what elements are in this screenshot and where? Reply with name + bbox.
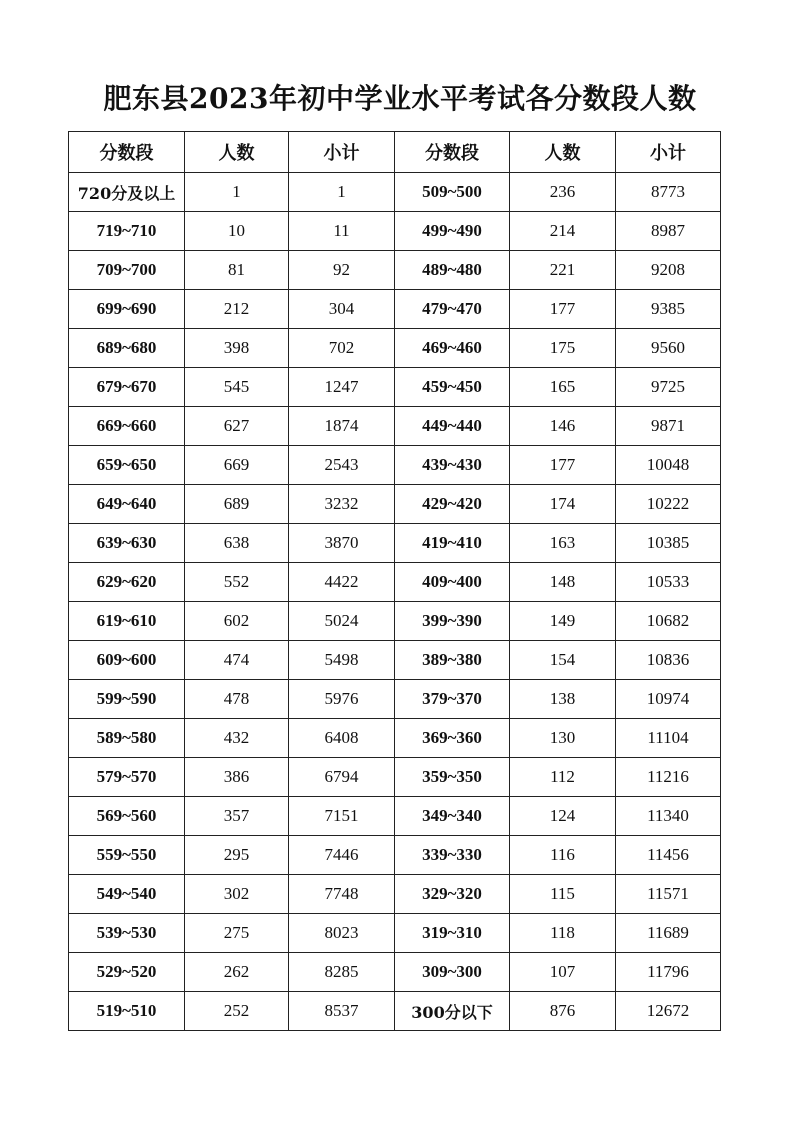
header-count: 人数 bbox=[510, 132, 616, 173]
count-cell: 124 bbox=[510, 797, 616, 836]
count-cell: 221 bbox=[510, 251, 616, 290]
header-count: 人数 bbox=[185, 132, 289, 173]
table-row bbox=[69, 329, 721, 368]
table-row bbox=[69, 290, 721, 329]
subtotal-cell: 3870 bbox=[289, 524, 395, 563]
subtotal-cell: 8537 bbox=[289, 992, 395, 1031]
score-range-cell: 399~390 bbox=[395, 602, 510, 641]
score-range-cell: 449~440 bbox=[395, 407, 510, 446]
subtotal-cell: 7446 bbox=[289, 836, 395, 875]
count-cell: 627 bbox=[185, 407, 289, 446]
score-range-cell: 469~460 bbox=[395, 329, 510, 368]
table-row bbox=[69, 992, 721, 1031]
count-cell: 163 bbox=[510, 524, 616, 563]
table-row bbox=[69, 173, 721, 212]
score-range-cell: 629~620 bbox=[69, 563, 185, 602]
subtotal-cell: 8285 bbox=[289, 953, 395, 992]
score-range-cell: 409~400 bbox=[395, 563, 510, 602]
score-range-cell: 539~530 bbox=[69, 914, 185, 953]
count-cell: 174 bbox=[510, 485, 616, 524]
header-subtotal: 小计 bbox=[616, 132, 721, 173]
score-range-cell: 669~660 bbox=[69, 407, 185, 446]
score-range-cell: 609~600 bbox=[69, 641, 185, 680]
score-range-cell: 319~310 bbox=[395, 914, 510, 953]
subtotal-cell: 10974 bbox=[616, 680, 721, 719]
subtotal-cell: 11796 bbox=[616, 953, 721, 992]
score-range-cell: 300分以下 bbox=[395, 992, 510, 1031]
score-range-cell: 639~630 bbox=[69, 524, 185, 563]
score-range-cell: 489~480 bbox=[395, 251, 510, 290]
page-title: 肥东县2023年初中学业水平考试各分数段人数 bbox=[103, 82, 697, 115]
subtotal-cell: 5976 bbox=[289, 680, 395, 719]
score-range-cell: 719~710 bbox=[69, 212, 185, 251]
count-cell: 148 bbox=[510, 563, 616, 602]
score-range-cell: 339~330 bbox=[395, 836, 510, 875]
subtotal-cell: 6408 bbox=[289, 719, 395, 758]
count-cell: 262 bbox=[185, 953, 289, 992]
score-range-cell: 309~300 bbox=[395, 953, 510, 992]
subtotal-cell: 10048 bbox=[616, 446, 721, 485]
count-cell: 478 bbox=[185, 680, 289, 719]
table-row bbox=[69, 758, 721, 797]
table-row bbox=[69, 953, 721, 992]
count-cell: 474 bbox=[185, 641, 289, 680]
header-score-range: 分数段 bbox=[69, 132, 185, 173]
score-range-cell: 329~320 bbox=[395, 875, 510, 914]
score-range-cell: 509~500 bbox=[395, 173, 510, 212]
score-range-cell: 519~510 bbox=[69, 992, 185, 1031]
count-cell: 1 bbox=[185, 173, 289, 212]
table-row bbox=[69, 446, 721, 485]
score-range-cell: 529~520 bbox=[69, 953, 185, 992]
subtotal-cell: 7748 bbox=[289, 875, 395, 914]
table-row bbox=[69, 602, 721, 641]
count-cell: 107 bbox=[510, 953, 616, 992]
subtotal-cell: 12672 bbox=[616, 992, 721, 1031]
count-cell: 302 bbox=[185, 875, 289, 914]
table-row bbox=[69, 641, 721, 680]
count-cell: 214 bbox=[510, 212, 616, 251]
subtotal-cell: 8773 bbox=[616, 173, 721, 212]
subtotal-cell: 10385 bbox=[616, 524, 721, 563]
table-row bbox=[69, 680, 721, 719]
score-range-cell: 659~650 bbox=[69, 446, 185, 485]
table-row bbox=[69, 875, 721, 914]
subtotal-cell: 1247 bbox=[289, 368, 395, 407]
score-range-cell: 679~670 bbox=[69, 368, 185, 407]
count-cell: 146 bbox=[510, 407, 616, 446]
table-row bbox=[69, 836, 721, 875]
score-range-cell: 589~580 bbox=[69, 719, 185, 758]
subtotal-cell: 1 bbox=[289, 173, 395, 212]
table-row bbox=[69, 797, 721, 836]
count-cell: 212 bbox=[185, 290, 289, 329]
count-cell: 236 bbox=[510, 173, 616, 212]
count-cell: 81 bbox=[185, 251, 289, 290]
subtotal-cell: 702 bbox=[289, 329, 395, 368]
table-row bbox=[69, 719, 721, 758]
subtotal-cell: 4422 bbox=[289, 563, 395, 602]
subtotal-cell: 3232 bbox=[289, 485, 395, 524]
score-range-cell: 419~410 bbox=[395, 524, 510, 563]
subtotal-cell: 11571 bbox=[616, 875, 721, 914]
count-cell: 116 bbox=[510, 836, 616, 875]
count-cell: 275 bbox=[185, 914, 289, 953]
score-range-cell: 559~550 bbox=[69, 836, 185, 875]
count-cell: 398 bbox=[185, 329, 289, 368]
subtotal-cell: 10836 bbox=[616, 641, 721, 680]
subtotal-cell: 10222 bbox=[616, 485, 721, 524]
table-row bbox=[69, 524, 721, 563]
subtotal-cell: 9871 bbox=[616, 407, 721, 446]
subtotal-cell: 11689 bbox=[616, 914, 721, 953]
count-cell: 10 bbox=[185, 212, 289, 251]
score-range-cell: 499~490 bbox=[395, 212, 510, 251]
score-range-cell: 459~450 bbox=[395, 368, 510, 407]
count-cell: 386 bbox=[185, 758, 289, 797]
count-cell: 165 bbox=[510, 368, 616, 407]
table-row bbox=[69, 914, 721, 953]
score-range-cell: 569~560 bbox=[69, 797, 185, 836]
score-range-cell: 720分及以上 bbox=[69, 173, 185, 212]
count-cell: 669 bbox=[185, 446, 289, 485]
subtotal-cell: 8023 bbox=[289, 914, 395, 953]
count-cell: 149 bbox=[510, 602, 616, 641]
score-range-cell: 549~540 bbox=[69, 875, 185, 914]
count-cell: 252 bbox=[185, 992, 289, 1031]
count-cell: 357 bbox=[185, 797, 289, 836]
subtotal-cell: 304 bbox=[289, 290, 395, 329]
score-range-cell: 369~360 bbox=[395, 719, 510, 758]
count-cell: 602 bbox=[185, 602, 289, 641]
subtotal-cell: 92 bbox=[289, 251, 395, 290]
count-cell: 177 bbox=[510, 446, 616, 485]
score-range-cell: 599~590 bbox=[69, 680, 185, 719]
score-range-cell: 649~640 bbox=[69, 485, 185, 524]
count-cell: 115 bbox=[510, 875, 616, 914]
subtotal-cell: 9385 bbox=[616, 290, 721, 329]
subtotal-cell: 2543 bbox=[289, 446, 395, 485]
subtotal-cell: 5024 bbox=[289, 602, 395, 641]
count-cell: 177 bbox=[510, 290, 616, 329]
subtotal-cell: 8987 bbox=[616, 212, 721, 251]
count-cell: 112 bbox=[510, 758, 616, 797]
count-cell: 432 bbox=[185, 719, 289, 758]
count-cell: 689 bbox=[185, 485, 289, 524]
subtotal-cell: 7151 bbox=[289, 797, 395, 836]
table-row bbox=[69, 212, 721, 251]
table-row bbox=[69, 368, 721, 407]
subtotal-cell: 11340 bbox=[616, 797, 721, 836]
score-range-cell: 429~420 bbox=[395, 485, 510, 524]
score-range-cell: 359~350 bbox=[395, 758, 510, 797]
subtotal-cell: 10533 bbox=[616, 563, 721, 602]
subtotal-cell: 5498 bbox=[289, 641, 395, 680]
score-range-cell: 709~700 bbox=[69, 251, 185, 290]
count-cell: 295 bbox=[185, 836, 289, 875]
subtotal-cell: 6794 bbox=[289, 758, 395, 797]
subtotal-cell: 11216 bbox=[616, 758, 721, 797]
count-cell: 154 bbox=[510, 641, 616, 680]
score-range-cell: 619~610 bbox=[69, 602, 185, 641]
count-cell: 138 bbox=[510, 680, 616, 719]
table-row bbox=[69, 485, 721, 524]
subtotal-cell: 10682 bbox=[616, 602, 721, 641]
score-range-cell: 579~570 bbox=[69, 758, 185, 797]
header-subtotal: 小计 bbox=[289, 132, 395, 173]
subtotal-cell: 9208 bbox=[616, 251, 721, 290]
score-range-cell: 349~340 bbox=[395, 797, 510, 836]
score-range-cell: 389~380 bbox=[395, 641, 510, 680]
table-row bbox=[69, 563, 721, 602]
score-range-cell: 379~370 bbox=[395, 680, 510, 719]
subtotal-cell: 11104 bbox=[616, 719, 721, 758]
count-cell: 118 bbox=[510, 914, 616, 953]
count-cell: 638 bbox=[185, 524, 289, 563]
subtotal-cell: 1874 bbox=[289, 407, 395, 446]
subtotal-cell: 11456 bbox=[616, 836, 721, 875]
table-row bbox=[69, 251, 721, 290]
subtotal-cell: 9725 bbox=[616, 368, 721, 407]
table-header-row bbox=[69, 132, 721, 173]
score-range-cell: 479~470 bbox=[395, 290, 510, 329]
score-distribution-table bbox=[68, 131, 721, 1031]
count-cell: 130 bbox=[510, 719, 616, 758]
score-range-cell: 689~680 bbox=[69, 329, 185, 368]
count-cell: 545 bbox=[185, 368, 289, 407]
score-range-cell: 699~690 bbox=[69, 290, 185, 329]
count-cell: 876 bbox=[510, 992, 616, 1031]
subtotal-cell: 11 bbox=[289, 212, 395, 251]
header-score-range: 分数段 bbox=[395, 132, 510, 173]
subtotal-cell: 9560 bbox=[616, 329, 721, 368]
count-cell: 175 bbox=[510, 329, 616, 368]
count-cell: 552 bbox=[185, 563, 289, 602]
table-row bbox=[69, 407, 721, 446]
score-range-cell: 439~430 bbox=[395, 446, 510, 485]
